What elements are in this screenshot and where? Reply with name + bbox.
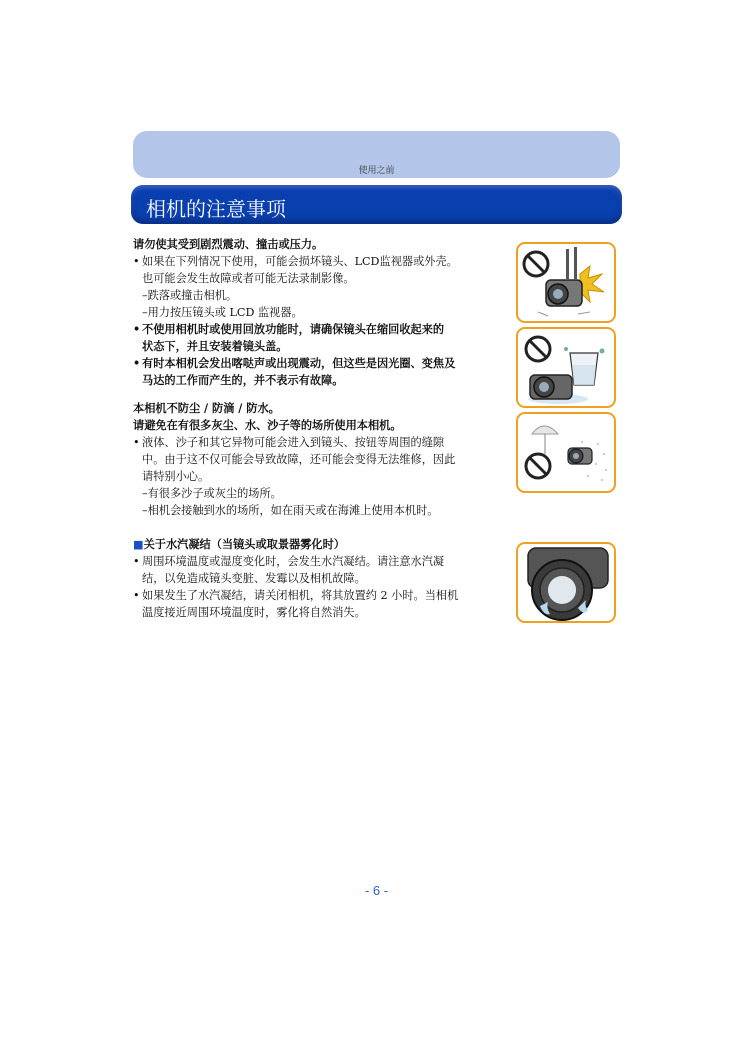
bullet-line: • 如果在下列情况下使用，可能会损坏镜头、LCD监视器或外壳。 <box>133 255 458 268</box>
header-band <box>133 131 620 178</box>
camera-liquid-illustration <box>518 329 614 406</box>
bullet-line: • 周围环境温度或湿度变化时，会发生水汽凝结。请注意水汽凝 <box>133 555 445 568</box>
bullet-line: • 如果发生了水汽凝结，请关闭相机，将其放置约 2 小时。当相机 <box>133 589 459 602</box>
section-condensation <box>133 536 505 621</box>
square-bullet-icon: ■ <box>133 538 144 551</box>
text-line: 结，以免造成镜头变脏、发霉以及相机故障。 <box>142 572 366 585</box>
title-bar <box>131 185 622 224</box>
section-label: 使用之前 <box>358 166 395 176</box>
illustration-pressing-camera <box>516 242 616 323</box>
section-dust-water <box>133 400 505 519</box>
text-line: –有很多沙子或灰尘的场所。 <box>142 487 282 500</box>
text-line: 状态下，并且安装着镜头盖。 <box>142 340 288 353</box>
text-line: 马达的工作而产生的，并不表示有故障。 <box>142 374 344 387</box>
camera-pressure-illustration <box>518 244 614 321</box>
illustration-fogged-lens <box>516 542 616 623</box>
illustration-beach-sand <box>516 412 616 493</box>
text-line: –跌落或撞击相机。 <box>142 289 238 302</box>
parasol-icon <box>532 426 558 434</box>
camera-beach-illustration <box>518 414 614 491</box>
text-line: 也可能会发生故障或者可能无法录制影像。 <box>142 272 355 285</box>
section-dust-heading-1: 本相机不防尘 / 防滴 / 防水。 <box>133 402 280 415</box>
lens-condensation-illustration <box>518 544 614 621</box>
section-dust-heading-2: 请避免在有很多灰尘、水、沙子等的场所使用本相机。 <box>133 419 402 432</box>
bullet-line: • 有时本相机会发出喀哒声或出现震动，但这些是因光圈、变焦及 <box>133 357 456 370</box>
illustration-liquid-spill <box>516 327 616 408</box>
page-number: - 6 - <box>364 883 389 898</box>
text-line: 温度接近周围环境温度时，雾化将自然消失。 <box>142 606 366 619</box>
section-shock-heading: 请勿使其受到剧烈震动、撞击或压力。 <box>133 238 324 251</box>
section-shock <box>133 236 505 389</box>
section-condensation-heading: ■关于水汽凝结（当镜头或取景器雾化时） <box>133 538 345 551</box>
text-line: 请特别小心。 <box>142 470 210 483</box>
text-line: –用力按压镜头或 LCD 监视器。 <box>142 306 303 319</box>
page-title: 相机的注意事项 <box>146 197 286 221</box>
text-line: –相机会接触到水的场所，如在雨天或在海滩上使用本机时。 <box>142 504 439 517</box>
text-line: 中。由于这不仅可能会导致故障，还可能会变得无法维修，因此 <box>142 453 456 466</box>
bullet-line: • 不使用相机时或使用回放功能时，请确保镜头在缩回收起来的 <box>133 323 445 336</box>
bullet-line: • 液体、沙子和其它异物可能会进入到镜头、按钮等周围的缝隙 <box>133 436 445 449</box>
